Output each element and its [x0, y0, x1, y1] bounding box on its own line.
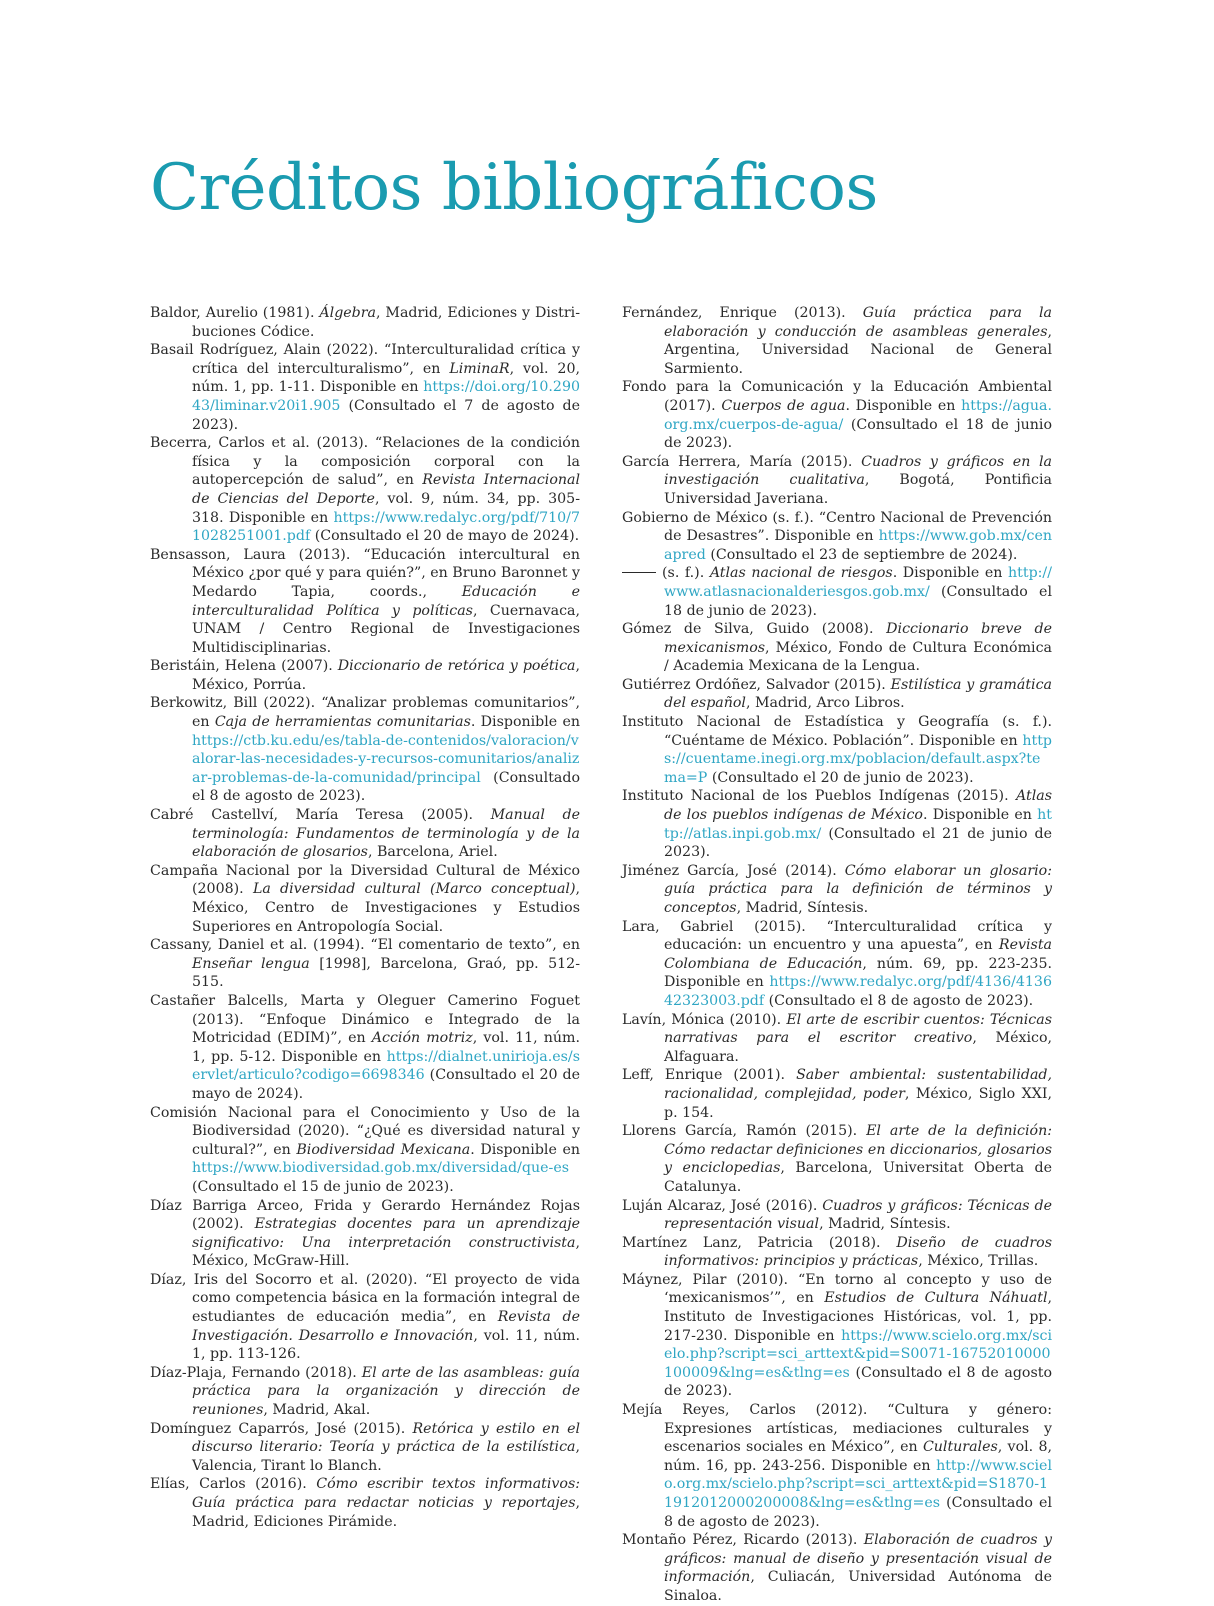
entry-title: Biodiversidad Mexicana — [296, 1141, 471, 1158]
entry-link[interactable]: https://cuentame.inegi.org.mx/poblacion/default.aspx?tema=P — [664, 732, 1052, 786]
bibliography-entry — [150, 862, 580, 936]
bibliography-entry — [150, 341, 580, 434]
bibliography-entry — [150, 694, 580, 806]
entry-title: Revista Internacional de Ciencias del Deporte — [192, 472, 580, 507]
bibliography-entry — [622, 1122, 1052, 1196]
entry-link[interactable]: http://www.atlasnacionalderiesgos.gob.mx/ — [664, 565, 1052, 600]
entry-title: Cuadros y gráficos: Técnicas de representación visual — [664, 1197, 1052, 1233]
entry-text: , México, Trillas. — [918, 1253, 1039, 1270]
entry-text: , Madrid, Síntesis. — [819, 1216, 951, 1233]
entry-text: Campaña Nacional por la Diversidad Cultural de México (2008). — [150, 862, 580, 898]
entry-text: . Disponible en — [922, 807, 1038, 824]
entry-text: Gobierno de México (s. f.). “Centro Nacional de Prevención de Desastres”. Disponible en — [622, 509, 1052, 545]
entry-title: Culturales — [922, 1439, 998, 1456]
bibliography-entry — [622, 1197, 1052, 1234]
entry-title: Manual de terminología: Fundamentos de terminología y de la elaboración de glosarios — [192, 807, 580, 861]
entry-text: Díaz Barriga Arceo, Frida y Gerardo Hernández Rojas (2002). — [150, 1197, 580, 1233]
entry-text: Jiménez García, José (2014). — [622, 862, 845, 879]
entry-text: , Barcelona, Ariel. — [367, 844, 498, 861]
entry-link[interactable]: https://dialnet.unirioja.es/servlet/articulo?codigo=6698346 — [192, 1048, 580, 1084]
entry-text: , vol. 20, núm. 1, pp. 1-11. Disponible en — [192, 360, 580, 396]
entry-text: (s. f.). — [662, 565, 710, 582]
entry-title: Guía práctica para la elaboración y conducción de asambleas generales — [664, 305, 1052, 340]
entry-title: El arte de la definición: Cómo redactar definiciones en diccionarios, glosarios y enciclopedias — [664, 1123, 1052, 1177]
bibliography-entry — [150, 936, 580, 992]
entry-title: El arte de escribir cuentos: Técnicas narrativas para el escritor creativo — [664, 1011, 1052, 1047]
entry-text: , México, Alfaguara. — [664, 1030, 1052, 1065]
bibliography-entry — [622, 1271, 1052, 1401]
entry-title: LiminaR — [449, 360, 510, 377]
bibliography-entry — [622, 787, 1052, 861]
entry-title: Diccionario de retórica y poética — [337, 658, 576, 675]
entry-title: Revista de Investigación. Desarrollo e Innovación — [192, 1309, 580, 1344]
entry-title: Diseño de cuadros informativos: principios y prácticas — [664, 1234, 1052, 1270]
bibliography-entry — [150, 434, 580, 546]
entry-link[interactable]: https://www.biodiversidad.gob.mx/diversidad/que-es — [192, 1160, 569, 1177]
entry-text: Llorens García, Ramón (2015). — [622, 1123, 867, 1140]
repeat-author-dash — [622, 572, 656, 573]
entry-title: Saber ambiental: sustentabilidad, racionalidad, complejidad, poder — [664, 1067, 1053, 1102]
entry-text: , vol. 11, núm. 1, pp. 113-126. — [192, 1327, 580, 1363]
entry-link[interactable]: https://doi.org/10.29043/liminar.v20i1.905 — [192, 379, 580, 414]
entry-text: , Instituto de Investigaciones Históricas, vol. 1, pp. 217-230. Disponible en — [664, 1290, 1053, 1344]
entry-text: , Barcelona, Universitat Oberta de Catalunya. — [664, 1160, 1053, 1195]
entry-text: (Consultado el 15 de junio de 2023). — [192, 1178, 454, 1195]
bibliography-entry — [150, 806, 580, 862]
entry-title: Acción motriz — [371, 1030, 473, 1047]
entry-text: . Disponible en — [892, 565, 1009, 582]
entry-text: , vol. 9, núm. 34, pp. 305-318. Disponible en — [192, 490, 580, 526]
entry-text: , México, McGraw-Hill. — [192, 1234, 580, 1270]
entry-text: , México, Porrúa. — [192, 658, 581, 693]
entry-text: Basail Rodríguez, Alain (2022). “Interculturalidad crítica y crítica del interculturalismo”, en — [150, 342, 580, 377]
entry-text: , vol. 11, núm. 1, pp. 5-12. Disponible en — [192, 1030, 580, 1065]
entry-title: Cómo escribir textos informativos: Guía práctica para redactar noticias y reportajes — [192, 1476, 581, 1511]
bibliography-entry — [622, 453, 1052, 509]
entry-text: , Madrid, Síntesis. — [736, 900, 869, 916]
entry-text: Máynez, Pilar (2010). “En torno al concepto y uso de ‘mexicanismos’”, en — [622, 1271, 1052, 1307]
entry-text: Bensasson, Laura (2013). “Educación intercultural en México ¿por qué y para quién?”, en Bruno Baronnet y Medardo Tapia, coords., — [150, 546, 580, 600]
bibliography-entry — [622, 1401, 1052, 1531]
entry-title: Estrategias docentes para un aprendizaje significativo: Una interpretación constructivista — [192, 1216, 580, 1251]
bibliography-entry — [150, 1271, 580, 1364]
entry-link[interactable]: http://www.scielo.org.mx/scielo.php?script=sci_arttext&pid=S1870-11912012000200008&lng=es&tlng=es — [664, 1457, 1052, 1511]
entry-title: Caja de herramientas comunitarias — [214, 714, 471, 731]
entry-text: , núm. 69, pp. 223-235. Disponible en — [664, 955, 1052, 991]
entry-title: Álgebra — [319, 305, 376, 321]
entry-text: (Consultado el 21 de junio de 2023). — [664, 825, 1052, 861]
bibliography-entry — [622, 1234, 1052, 1271]
bibliography-entry — [622, 304, 1052, 378]
entry-text: García Herrera, María (2015). — [622, 453, 862, 470]
entry-text: Fondo para la Comunicación y la Educación Ambiental (2017). — [622, 379, 1052, 414]
entry-text: Domínguez Caparrós, José (2015). — [150, 1420, 413, 1437]
bibliography-column-left — [150, 304, 580, 1531]
entry-text: Gutiérrez Ordóñez, Salvador (2015). — [622, 676, 891, 693]
entry-link[interactable]: https://www.gob.mx/cenapred — [664, 528, 1052, 563]
entry-text: , México, Centro de Investigaciones y Estudios Superiores en Antropología Social. — [192, 881, 580, 935]
entry-link[interactable]: https://ctb.ku.edu/es/tabla-de-contenidos/valoracion/valorar-las-necesidades-y-recursos-comunitarios/analizar-problemas-de-la-comunidad/principal — [192, 732, 580, 786]
bibliography-entry — [622, 1066, 1052, 1122]
entry-title: Retórica y estilo en el discurso literario: Teoría y práctica de la estilística — [192, 1420, 580, 1456]
entry-text: (Consultado el 8 de agosto de 2023). — [664, 1495, 1052, 1530]
entry-title: El arte de las asambleas: guía práctica para la organización y dirección de reuniones — [192, 1364, 580, 1419]
entry-title: La diversidad cultural (Marco conceptual) — [252, 881, 576, 898]
entry-text: (Consultado el 18 de junio de 2023). — [664, 416, 1052, 452]
entry-text: Martínez Lanz, Patricia (2018). — [622, 1234, 897, 1251]
bibliography-entry — [622, 676, 1052, 713]
entry-text: , Cuernavaca, UNAM / Centro Regional de Investigaciones Multidisciplinarias. — [192, 602, 580, 656]
bibliography-entry — [150, 657, 580, 694]
bibliography-entry — [150, 992, 580, 1104]
bibliography-entry — [150, 1420, 580, 1476]
entry-text: (Consultado el 8 de agosto de 2023). — [192, 769, 580, 805]
entry-title: Cuerpos de agua — [721, 397, 846, 414]
entry-link[interactable]: https://www.scielo.org.mx/scielo.php?script=sci_arttext&pid=S0071-16752010000100009&lng=es&tlng=es — [664, 1327, 1052, 1381]
entry-text: , Madrid, Ediciones y Distribuciones Códice. — [192, 305, 581, 340]
entry-link[interactable]: https://agua.org.mx/cuerpos-de-agua/ — [664, 397, 1052, 433]
entry-title: Cuadros y gráficos en la investigación cualitativa — [664, 453, 1053, 489]
entry-text: (Consultado el 20 de mayo de 2024). — [192, 1067, 580, 1102]
entry-text: (Consultado el 7 de agosto de 2023). — [192, 397, 580, 433]
entry-text: Lara, Gabriel (2015). “Interculturalidad crítica y educación: un encuentro y una apuesta”, en — [622, 918, 1052, 954]
entry-text: Montaño Pérez, Ricardo (2013). — [622, 1532, 864, 1549]
entry-text: . Disponible en — [845, 397, 962, 414]
bibliography-entry — [622, 564, 1052, 620]
entry-title: Cómo elaborar un glosario: guía práctica para la definición de términos y conceptos — [664, 862, 1052, 916]
entry-title: Diccionario breve de mexicanismos — [664, 621, 1052, 656]
bibliography-entry — [150, 1197, 580, 1271]
entry-text: Lavín, Mónica (2010). — [622, 1011, 787, 1028]
entry-text: , vol. 8, núm. 16, pp. 243-256. Disponible en — [664, 1439, 1052, 1474]
entry-text: Leff, Enrique (2001). — [622, 1067, 797, 1084]
entry-text: , Argentina, Universidad Nacional de General Sarmiento. — [664, 323, 1052, 377]
bibliography-column-right — [622, 304, 1052, 1606]
bibliography-entry — [150, 304, 580, 341]
entry-text: Instituto Nacional de los Pueblos Indígenas (2015). — [622, 788, 1017, 805]
bibliography-entry — [622, 620, 1052, 676]
entry-text: Cabré Castellví, María Teresa (2005). — [150, 807, 491, 824]
entry-text: Becerra, Carlos et al. (2013). “Relaciones de la condición física y la composición corporal con la autopercepción de salud”, en — [150, 435, 580, 489]
entry-text: Fernández, Enrique (2013). — [622, 305, 863, 321]
entry-text: , México, Siglo XXI, p. 154. — [664, 1085, 1052, 1121]
entry-text: Luján Alcaraz, José (2016). — [622, 1197, 823, 1214]
entry-text: [1998], Barcelona, Graó, pp. 512-515. — [192, 955, 580, 991]
entry-text: , México, Fondo de Cultura Económica / Academia Mexicana de la Lengua. — [664, 639, 1052, 675]
entry-title: Atlas nacional de riesgos — [709, 565, 893, 582]
entry-text: (Consultado el 23 de septiembre de 2024). — [705, 546, 1018, 563]
entry-link[interactable]: http://atlas.inpi.gob.mx/ — [664, 807, 1052, 842]
entry-text: Gómez de Silva, Guido (2008). — [622, 621, 887, 638]
entry-text: (Consultado el 18 de junio de 2023). — [664, 583, 1052, 619]
entry-text: Berkowitz, Bill (2022). “Analizar problemas comunitarios”, en — [150, 695, 580, 731]
entry-text: , Valencia, Tirant lo Blanch. — [192, 1439, 580, 1474]
bibliography-entry — [622, 1531, 1052, 1605]
entry-text: (Consultado el 8 de agosto de 2023). — [764, 992, 1034, 1009]
bibliography-entry — [150, 1364, 580, 1420]
bibliography-entry — [622, 713, 1052, 787]
entry-text: (Consultado el 8 de agosto de 2023). — [664, 1364, 1052, 1400]
entry-link[interactable]: https://www.redalyc.org/pdf/710/71028251001.pdf — [192, 509, 580, 545]
entry-text: (Consultado el 20 de junio de 2023). — [707, 769, 974, 786]
page-title: Créditos bibliográficos — [150, 151, 878, 225]
entry-text: . Disponible en — [470, 1141, 580, 1158]
entry-text: Mejía Reyes, Carlos (2012). “Cultura y género: Expresiones artísticas, mediaciones culturales y escenarios sociales en México”, en — [622, 1402, 1052, 1456]
bibliography-entry — [150, 1475, 580, 1531]
entry-text: Díaz-Plaja, Fernando (2018). — [150, 1364, 362, 1381]
entry-text: Baldor, Aurelio (1981). — [150, 305, 320, 321]
entry-text: , Madrid, Arco Libros. — [745, 695, 905, 712]
entry-text: Cassany, Daniel et al. (1994). “El comentario de texto”, en — [150, 937, 580, 954]
entry-text: (Consultado el 20 de mayo de 2024). — [310, 528, 580, 545]
entry-text: Instituto Nacional de Estadística y Geografía (s. f.). “Cuéntame de México. Población”. Disponible en — [622, 714, 1052, 749]
entry-text: , Bogotá, Pontificia Universidad Javeriana. — [664, 472, 1052, 507]
entry-title: Estilística y gramática del español — [664, 676, 1052, 712]
entry-text: Elías, Carlos (2016). — [150, 1476, 317, 1493]
entry-title: Elaboración de cuadros y gráficos: manual de diseño y presentación visual de información — [664, 1532, 1052, 1586]
entry-text: , Madrid, Akal. — [263, 1402, 371, 1419]
bibliography-entry — [150, 1104, 580, 1197]
bibliography-entry — [622, 918, 1052, 1011]
bibliography-entry — [622, 509, 1052, 565]
bibliography-entry — [622, 378, 1052, 452]
bibliography-entry — [150, 546, 580, 658]
entry-text: , Madrid, Ediciones Pirámide. — [192, 1495, 580, 1530]
entry-title: Atlas de los pueblos indígenas de México — [664, 788, 1052, 824]
entry-title: Estudios de Cultura Náhuatl — [824, 1290, 1048, 1307]
entry-text: , Culiacán, Universidad Autónoma de Sinaloa. — [664, 1569, 1052, 1604]
entry-title: Educación e interculturalidad Política y políticas — [192, 583, 580, 619]
bibliography-entry — [622, 1011, 1052, 1067]
entry-text: Castañer Balcells, Marta y Oleguer Camerino Foguet (2013). “Enfoque Dinámico e Integrado de la Motricidad (EDIM)”, en — [150, 992, 580, 1047]
entry-title: Enseñar lengua — [192, 955, 310, 972]
entry-text: Beristáin, Helena (2007). — [150, 658, 338, 675]
entry-text: . Disponible en — [470, 714, 580, 731]
bibliography-entry — [622, 862, 1052, 918]
entry-link[interactable]: https://www.redalyc.org/pdf/4136/413642323003.pdf — [664, 974, 1052, 1009]
entry-title: Revista Colombiana de Educación — [664, 937, 1052, 972]
entry-text: Díaz, Iris del Socorro et al. (2020). “El proyecto de vida como competencia básica en la formación integral de estudiantes de educación media”, en — [150, 1271, 580, 1326]
entry-text: Comisión Nacional para el Conocimiento y Uso de la Biodiversidad (2020). “¿Qué es diversidad natural y cultural?”, en — [150, 1104, 580, 1158]
